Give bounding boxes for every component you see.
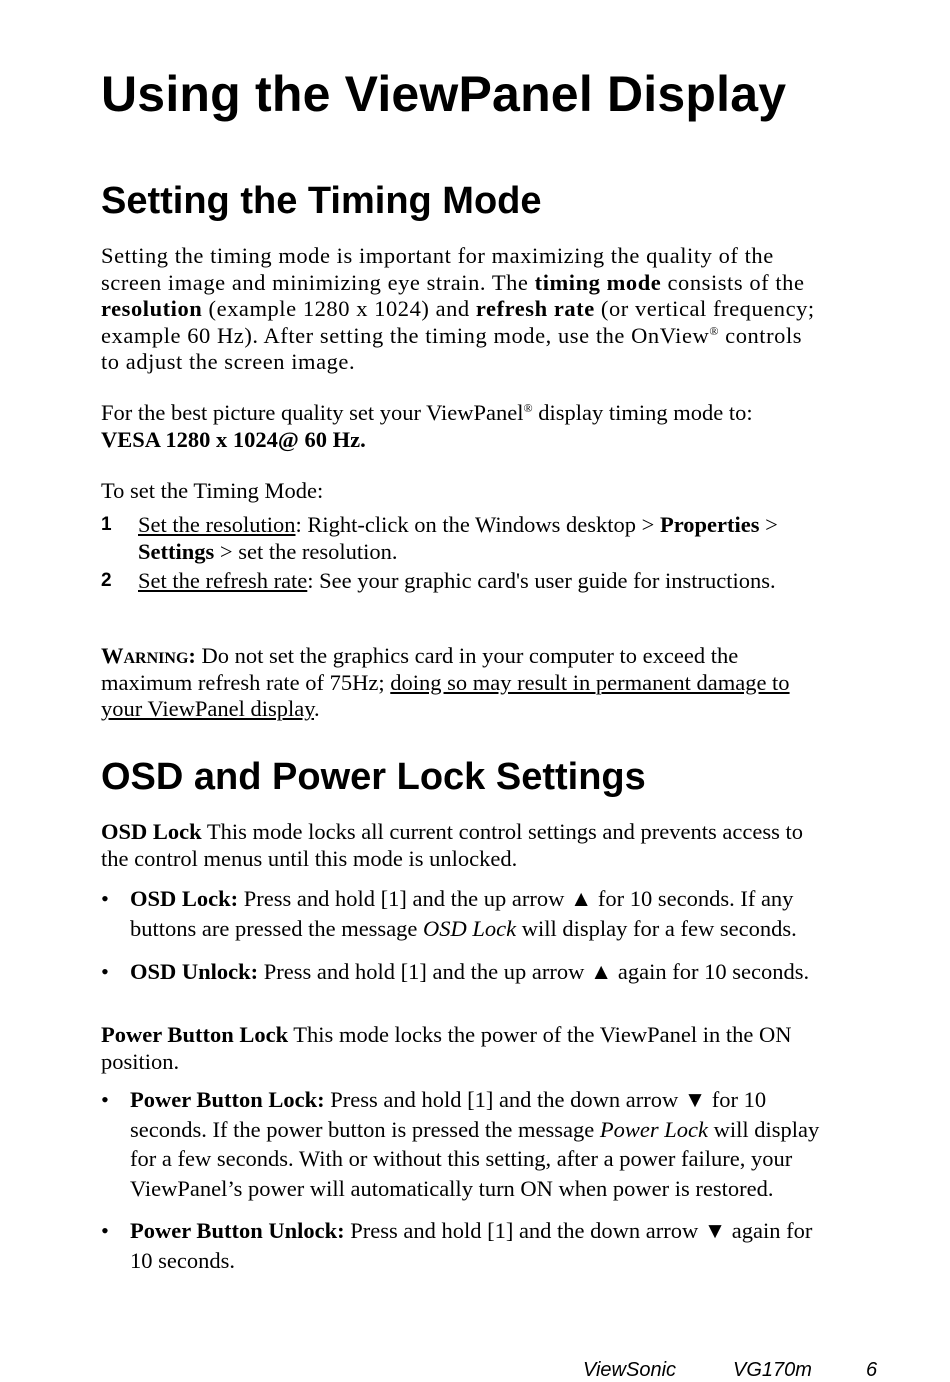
power-button-lock-intro: Power Button Lock This mode locks the power of the ViewPanel in the ON position.	[101, 1022, 792, 1074]
step-link-set-resolution: Set the resolution	[138, 512, 296, 537]
footer-model: VG170m	[733, 1359, 812, 1381]
text-line: Setting the timing mode is important for maximizing the quality of the	[101, 243, 774, 268]
footer-brand: ViewSonic	[583, 1359, 677, 1381]
term-refresh-rate: refresh rate	[475, 296, 595, 321]
text-line: resolution (example 1280 x 1024) and refresh rate (or vertical frequency;	[101, 296, 815, 321]
step-number: 1	[101, 514, 112, 535]
text-line: For the best picture quality set your ViewPanel® display timing mode to:	[101, 400, 753, 425]
term-osd-lock: OSD Lock	[101, 819, 202, 844]
text-line: maximum refresh rate of 75Hz; doing so may result in permanent damage to	[101, 669, 790, 695]
registered-mark: ®	[523, 401, 533, 415]
footer-page-number: 6	[866, 1359, 878, 1381]
registered-mark: ®	[709, 323, 719, 338]
steps-intro: To set the Timing Mode:	[101, 478, 324, 503]
section-heading-osd-power-lock: OSD and Power Lock Settings	[101, 756, 646, 798]
text-line: example 60 Hz). After setting the timing mode, use the OnView® controls	[101, 322, 803, 348]
text-line: screen image and minimizing eye strain. The timing mode consists of the	[101, 269, 805, 295]
text-line: Warning: Do not set the graphics card in your computer to exceed the	[101, 643, 739, 668]
warning-label: Warning:	[101, 643, 196, 668]
step-link-set-refresh-rate: Set the refresh rate	[138, 568, 308, 593]
up-arrow-icon: ▲	[589, 959, 613, 984]
term-resolution: resolution	[101, 296, 203, 321]
recommended-mode-value: VESA 1280 x 1024@ 60 Hz.	[101, 426, 366, 452]
timing-mode-paragraph	[101, 243, 876, 376]
bullet-dot: •	[101, 886, 109, 911]
step-body: Set the refresh rate: See your graphic card's user guide for instructions.	[138, 568, 776, 593]
step-body: Set the resolution: Right-click on the Windows desktop > Properties > Settings > set the resolution.	[138, 512, 778, 564]
section-heading-timing-mode: Setting the Timing Mode	[101, 180, 542, 222]
down-arrow-icon: ▼	[683, 1087, 707, 1112]
step-number: 2	[101, 570, 112, 591]
bullet-dot: •	[101, 1218, 109, 1243]
text-line: to adjust the screen image.	[101, 349, 356, 374]
term-timing-mode: timing mode	[534, 269, 662, 295]
page-title: Using the ViewPanel Display	[101, 66, 787, 122]
warning-paragraph	[101, 643, 876, 723]
text-line: your ViewPanel display.	[101, 696, 320, 721]
down-arrow-icon: ▼	[703, 1218, 727, 1243]
up-arrow-icon: ▲	[569, 886, 593, 911]
recommended-mode-paragraph	[101, 400, 876, 453]
osd-lock-intro: OSD Lock This mode locks all current control settings and prevents access to the control menus until this mode is unlocked.	[101, 819, 803, 871]
term-power-button-lock: Power Button Lock	[101, 1022, 289, 1047]
bullet-dot: •	[101, 959, 109, 984]
bullet-dot: •	[101, 1087, 109, 1112]
